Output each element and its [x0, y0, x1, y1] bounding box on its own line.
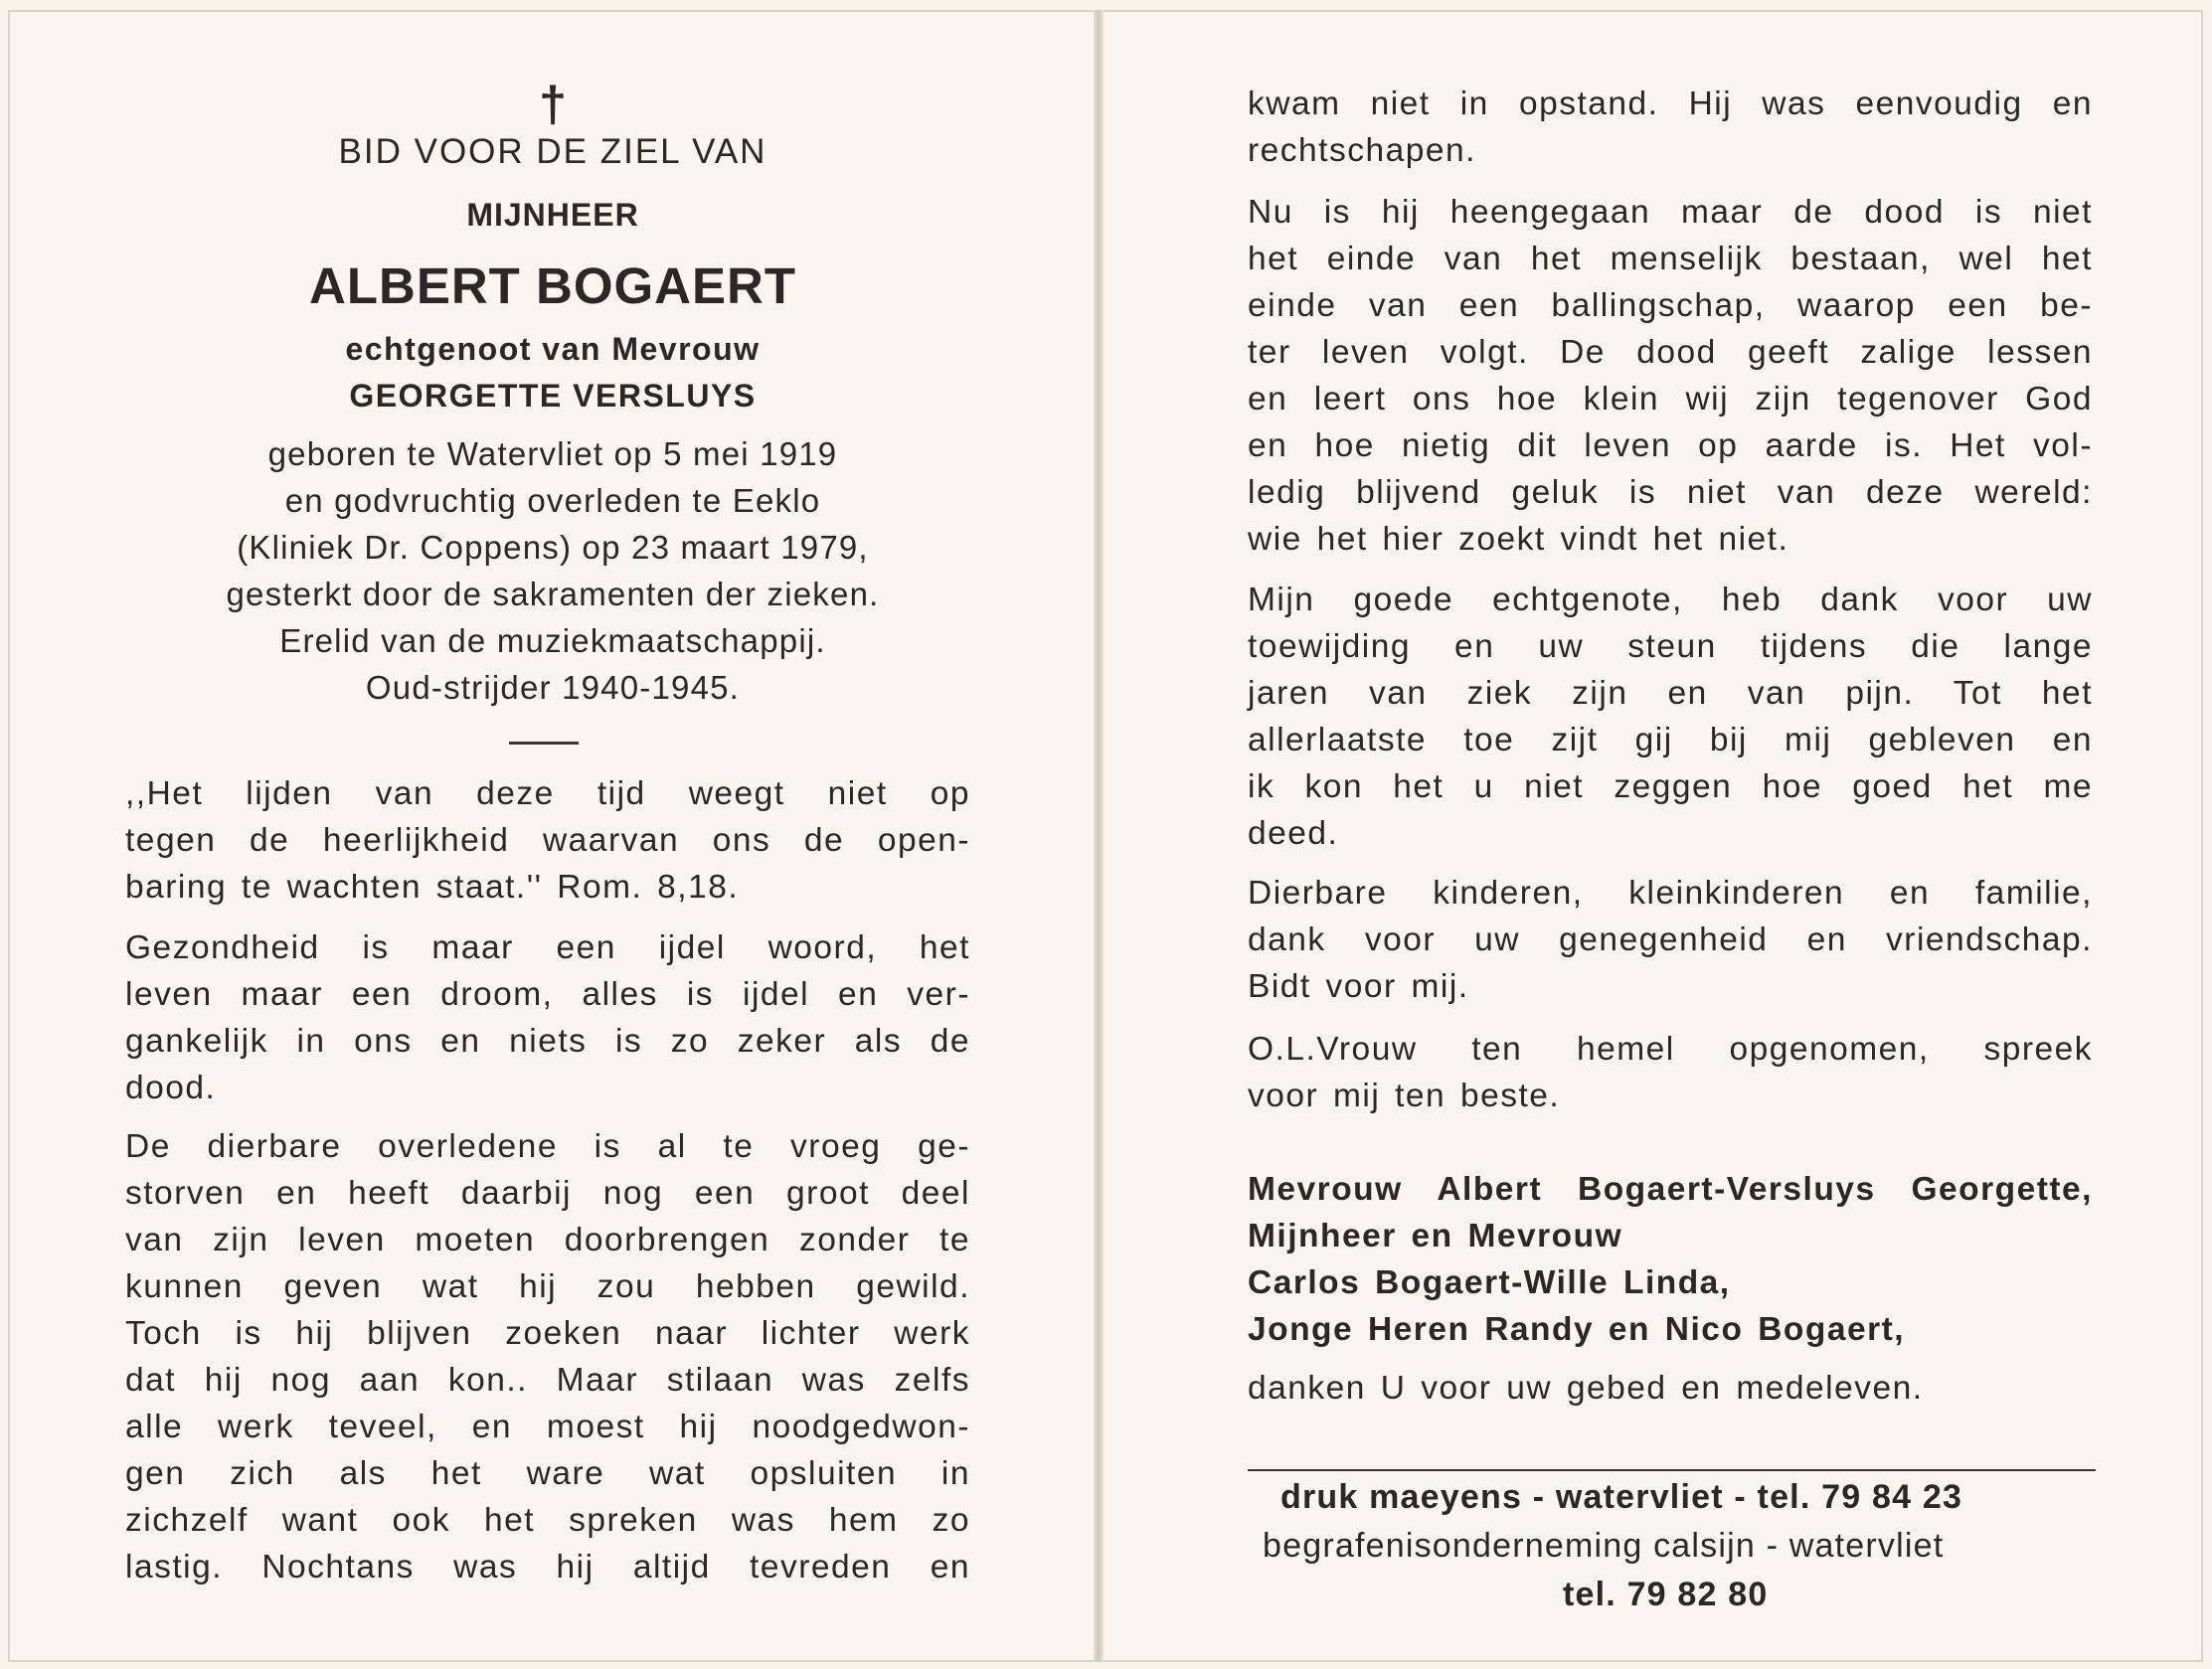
- text-line: ,,Het lijden van deze tijd weegt niet op: [125, 775, 970, 812]
- text-line: kunnen geven wat hij zou hebben gewild.: [125, 1268, 970, 1305]
- undertaker-line: begrafenisonderneming calsijn - watervliet: [1263, 1527, 1945, 1565]
- text-line: Dierbare kinderen, kleinkinderen en familie,: [1248, 875, 2093, 912]
- bio-line: (Kliniek Dr. Coppens) op 23 maart 1979,: [237, 529, 869, 566]
- separator-rule: [509, 742, 579, 745]
- footer-rule: [1248, 1469, 2096, 1471]
- text-line: het einde van het menselijk bestaan, wel het: [1248, 241, 2093, 277]
- deceased-name: ALBERT BOGAERT: [309, 257, 796, 314]
- bio-line: geboren te Watervliet op 5 mei 1919: [267, 435, 838, 472]
- text-line: dat hij nog aan kon.. Maar stilaan was zelfs: [125, 1362, 970, 1399]
- text-line: rechtschapen.: [1248, 132, 1476, 169]
- bio-line: en godvruchtig overleden te Eeklo: [284, 482, 821, 519]
- text-line: allerlaatste toe zijt gij bij mij gebleven en: [1248, 722, 2093, 758]
- text-line: wie het hier zoekt vindt het niet.: [1248, 521, 1789, 558]
- text-line: Mijn goede echtgenote, heb dank voor uw: [1248, 582, 2093, 618]
- text-line: voor mij ten beste.: [1248, 1078, 1561, 1114]
- text-line: einde van een ballingschap, waarop een be-: [1248, 287, 2093, 324]
- text-line: Bidt voor mij.: [1248, 968, 1469, 1005]
- text-line: van zijn leven moeten doorbrengen zonder te: [125, 1222, 970, 1258]
- prayer-heading: BID VOOR DE ZIEL VAN: [338, 132, 767, 171]
- text-line: dank voor uw genegenheid en vriendschap.: [1248, 921, 2093, 958]
- family-line: Mevrouw Albert Bogaert-Versluys Georgette,: [1248, 1171, 2093, 1208]
- spouse-line: echtgenoot van Mevrouw: [345, 331, 761, 367]
- text-line: kwam niet in opstand. Hij was eenvoudig en: [1248, 85, 2093, 122]
- undertaker-phone: tel. 79 82 80: [1563, 1576, 1769, 1613]
- text-line: gankelijk in ons en niets is zo zeker als de: [125, 1023, 970, 1060]
- text-line: en leert ons hoe klein wij zijn tegenover God: [1248, 381, 2093, 417]
- text-line: storven en heeft daarbij nog een groot deel: [125, 1175, 970, 1212]
- card-fold: [1094, 10, 1104, 1662]
- text-line: lastig. Nochtans was hij altijd tevreden en: [125, 1549, 970, 1586]
- honorific: MIJNHEER: [466, 197, 639, 233]
- text-line: alle werk teveel, en moest hij noodgedwon-: [125, 1409, 970, 1445]
- text-line: leven maar een droom, alles is ijdel en ver-: [125, 976, 970, 1013]
- spouse-name: GEORGETTE VERSLUYS: [349, 378, 757, 414]
- text-line: gen zich als het ware wat opsluiten in: [125, 1455, 970, 1492]
- text-line: baring te wachten staat.'' Rom. 8,18.: [125, 869, 740, 906]
- text-line: Nu is hij heengegaan maar de dood is niet: [1248, 194, 2093, 231]
- text-line: O.L.Vrouw ten hemel opgenomen, spreek: [1248, 1031, 2093, 1068]
- printer-line: druk maeyens - watervliet - tel. 79 84 23: [1280, 1478, 1963, 1516]
- cross-icon: †: [539, 77, 567, 132]
- text-line: jaren van ziek zijn en van pijn. Tot het: [1248, 675, 2093, 712]
- bio-line: Erelid van de muziekmaatschappij.: [279, 622, 826, 659]
- text-line: dood.: [125, 1070, 217, 1106]
- text-line: zichzelf want ook het spreken was hem zo: [125, 1502, 970, 1539]
- text-line: deed.: [1248, 815, 1339, 852]
- text-line: ter leven volgt. De dood geeft zalige lessen: [1248, 334, 2093, 371]
- text-line: en hoe nietig dit leven op aarde is. Het vol-: [1248, 427, 2093, 464]
- text-line: Gezondheid is maar een ijdel woord, het: [125, 929, 970, 966]
- bio-line: gesterkt door de sakramenten der zieken.: [226, 576, 880, 612]
- family-line: Mijnheer en Mevrouw: [1248, 1218, 1623, 1254]
- text-line: ledig blijvend geluk is niet van deze wereld:: [1248, 474, 2093, 511]
- text-line: tegen de heerlijkheid waarvan ons de open-: [125, 822, 970, 859]
- bio-line: Oud-strijder 1940-1945.: [365, 669, 741, 706]
- family-line: Carlos Bogaert-Wille Linda,: [1248, 1264, 1731, 1301]
- family-line: Jonge Heren Randy en Nico Bogaert,: [1248, 1311, 1906, 1348]
- text-line: toewijding en uw steun tijdens die lange: [1248, 628, 2093, 665]
- text-line: danken U voor uw gebed en medeleven.: [1248, 1370, 1924, 1407]
- text-line: Toch is hij blijven zoeken naar lichter werk: [125, 1315, 970, 1352]
- text-line: De dierbare overledene is al te vroeg ge-: [125, 1128, 970, 1165]
- text-line: ik kon het u niet zeggen hoe goed het me: [1248, 768, 2093, 805]
